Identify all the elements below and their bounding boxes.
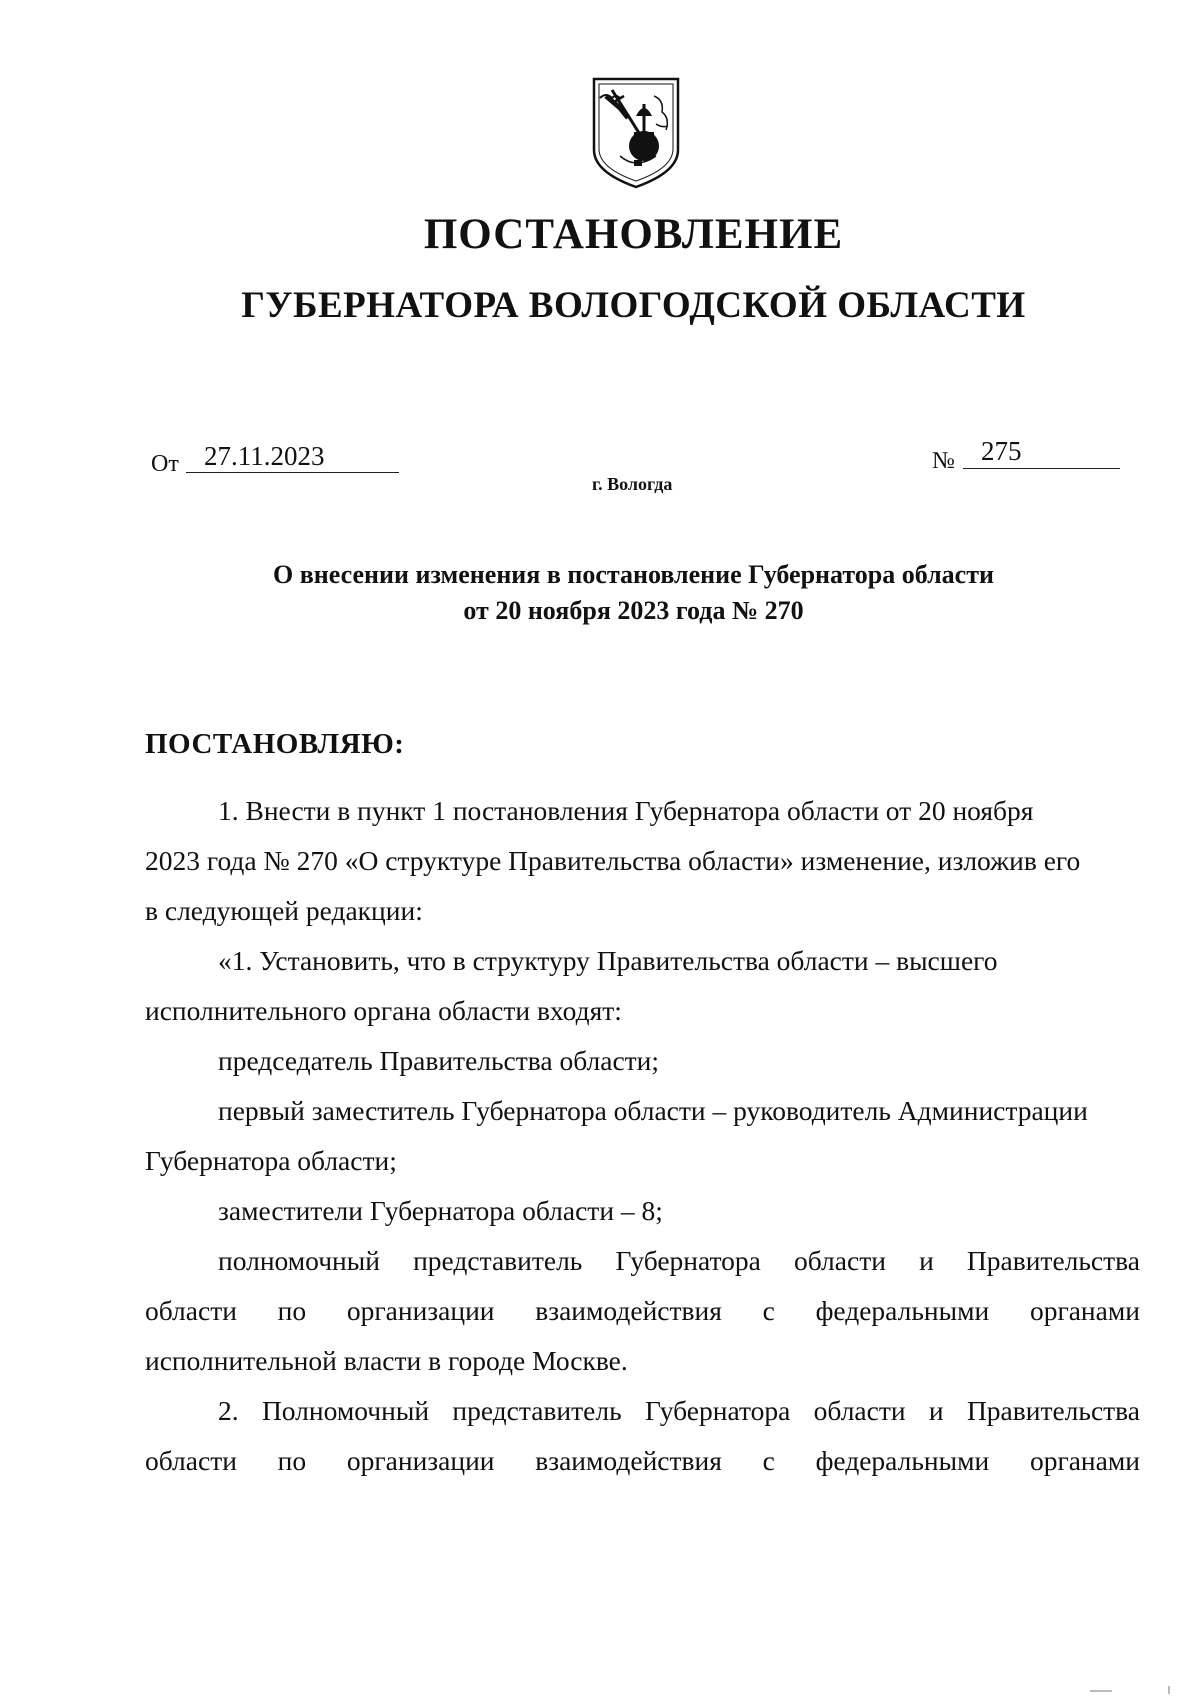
- word: органами: [1029, 1295, 1140, 1326]
- document-date: 27.11.2023: [186, 441, 399, 473]
- paragraph-2-line-1: [218, 1394, 1140, 1428]
- scan-mark: [1090, 1690, 1112, 1692]
- number-label: №: [932, 448, 955, 474]
- document-number: 275: [963, 436, 1120, 469]
- list-item-representative-line-2: [145, 1294, 1140, 1328]
- word: организации: [346, 1445, 495, 1476]
- paragraph-1-line-2: 2023 года № 270 «О структуре Правительства области» изменение, изложив его: [145, 845, 1081, 876]
- word: представитель: [452, 1395, 622, 1426]
- scan-mark: [1168, 1686, 1170, 1694]
- word: федеральными: [815, 1445, 990, 1476]
- paragraph-2-line-2: [145, 1444, 1140, 1478]
- word: Губернатора: [644, 1395, 791, 1426]
- list-item-chairman: председатель Правительства области;: [218, 1045, 660, 1076]
- list-item-representative-line-1: [218, 1244, 1140, 1278]
- word: взаимодействия: [535, 1445, 722, 1476]
- list-item-representative-line-3: исполнительной власти в городе Москве.: [145, 1345, 628, 1376]
- vologda-coat-of-arms-icon: [590, 76, 682, 190]
- word: и: [919, 1245, 934, 1276]
- word: органами: [1029, 1445, 1140, 1476]
- word: Губернатора: [615, 1245, 761, 1276]
- document-city: г. Вологда: [592, 474, 673, 494]
- paragraph-1-line-1: 1. Внести в пункт 1 постановления Губернатора области от 20 ноября: [218, 795, 1034, 826]
- word: с: [762, 1295, 775, 1326]
- word: Правительства: [966, 1395, 1140, 1426]
- quote-1-line-2: исполнительного органа области входят:: [145, 995, 622, 1026]
- word: и: [928, 1395, 944, 1426]
- word: области: [813, 1395, 906, 1426]
- word: по: [277, 1445, 307, 1476]
- word: области: [794, 1245, 886, 1276]
- word: области: [145, 1295, 237, 1326]
- word: с: [762, 1445, 775, 1476]
- decree-heading: ПОСТАНОВЛЯЮ:: [145, 728, 405, 760]
- list-item-first-deputy-line-2: Губернатора области;: [145, 1145, 397, 1176]
- quote-1-line-1: «1. Установить, что в структуру Правительства области – высшего: [218, 945, 998, 976]
- word: по: [277, 1295, 307, 1326]
- document-subject-line-2: от 20 ноября 2023 года № 270: [463, 596, 804, 625]
- word: Полномочный: [261, 1395, 430, 1426]
- paragraph-1-line-3: в следующей редакции:: [145, 895, 423, 926]
- document-subject-line-1: О внесении изменения в постановление Губернатора области: [273, 560, 994, 589]
- word: полномочный: [218, 1245, 380, 1276]
- word: Правительства: [966, 1245, 1140, 1276]
- date-label: От: [151, 451, 179, 477]
- word: области: [145, 1445, 237, 1476]
- word: взаимодействия: [535, 1295, 722, 1326]
- word: федеральными: [815, 1295, 990, 1326]
- word: 2.: [218, 1395, 239, 1426]
- document-issuer: ГУБЕРНАТОРА ВОЛОГОДСКОЙ ОБЛАСТИ: [241, 285, 1026, 326]
- word: организации: [346, 1295, 495, 1326]
- list-item-first-deputy-line-1: первый заместитель Губернатора области – руководитель Администрации: [218, 1095, 1088, 1126]
- list-item-deputies: заместители Губернатора области – 8;: [218, 1195, 663, 1226]
- document-title: ПОСТАНОВЛЕНИЕ: [423, 211, 844, 258]
- word: представитель: [413, 1245, 583, 1276]
